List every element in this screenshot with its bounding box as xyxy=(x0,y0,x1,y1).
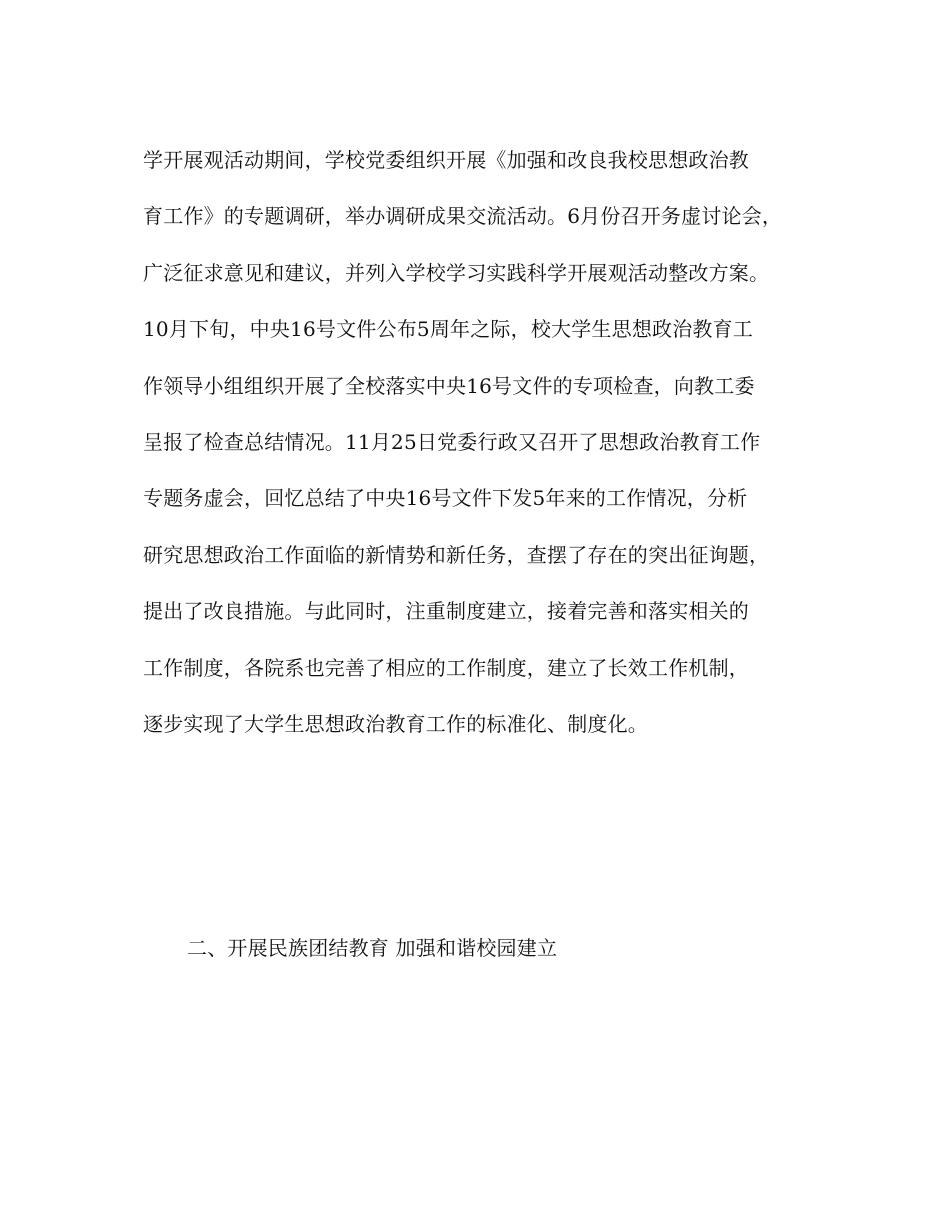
section-heading: 二、开展民族团结教育 加强和谐校园建立 xyxy=(187,936,558,960)
paragraph-line-1: 学开展观活动期间，学校党委组织开展《加强和改良我校思想政治教 xyxy=(143,148,749,172)
paragraph-line-10: 工作制度，各院系也完善了相应的工作制度，建立了长效工作机制， xyxy=(143,655,749,680)
paragraph-line-6: 呈报了检查总结情况。11月25日党委行政又召开了思想政治教育工作 xyxy=(143,429,761,454)
paragraph-line-5: 作领导小组组织开展了全校落实中央16号文件的专项检查，向教工委 xyxy=(143,373,755,398)
paragraph-line-11: 逐步实现了大学生思想政治教育工作的标准化、制度化。 xyxy=(143,711,648,736)
paragraph-line-9: 提出了改良措施。与此同时，注重制度建立，接着完善和落实相关的 xyxy=(143,599,749,624)
paragraph-line-2: 育工作》的专题调研，举办调研成果交流活动。6月份召开务虚讨论会， xyxy=(143,204,783,229)
body-paragraph xyxy=(143,140,843,760)
paragraph-line-7: 专题务虚会，回忆总结了中央16号文件下发5年来的工作情况，分析 xyxy=(143,486,748,511)
paragraph-line-8: 研究思想政治工作面临的新情势和新任务，查摆了存在的突出征询题， xyxy=(143,542,770,567)
paragraph-line-3: 广泛征求意见和建议，并列入学校学习实践科学开展观活动整改方案。 xyxy=(143,260,770,285)
paragraph-line-4: 10月下旬，中央16号文件公布5周年之际，校大学生思想政治教育工 xyxy=(143,317,754,342)
